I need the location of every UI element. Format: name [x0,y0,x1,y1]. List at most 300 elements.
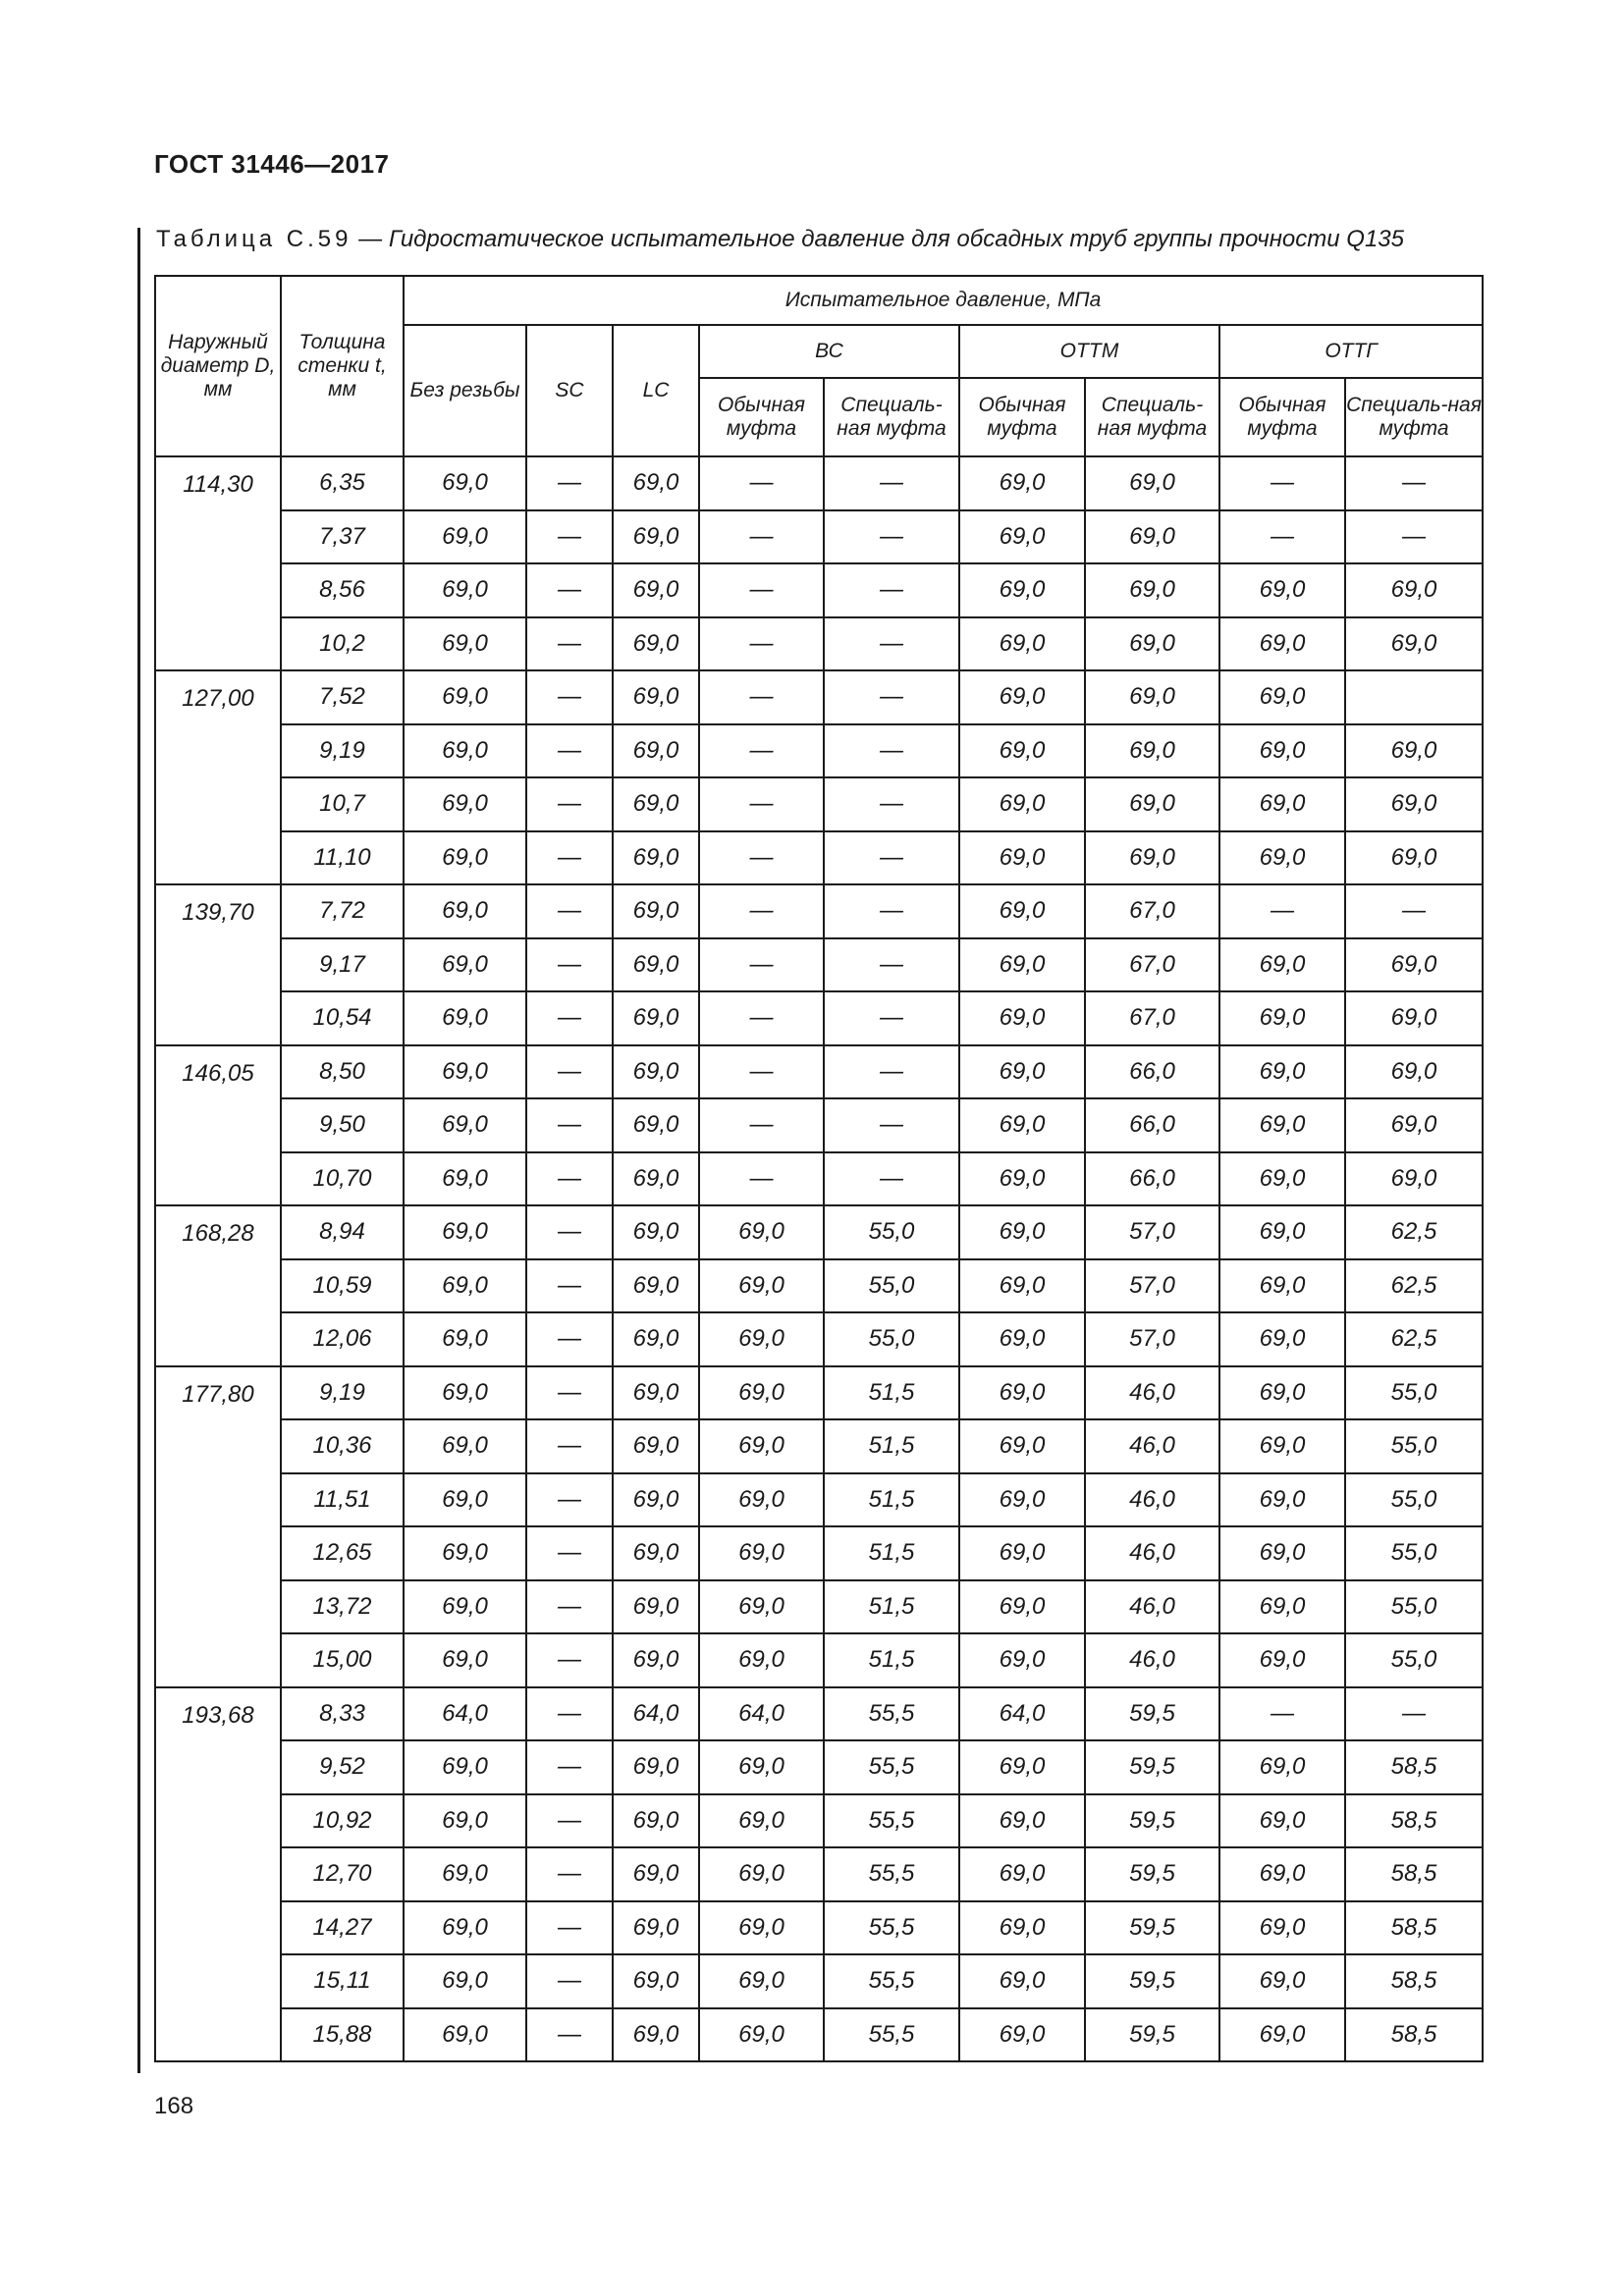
cell-ottg-regular: 69,0 [1219,617,1345,671]
cell-lc: 69,0 [613,1259,699,1313]
cell-lc: 69,0 [613,1633,699,1687]
cell-outer-diameter: 139,70 [155,884,281,1045]
cell-bc-regular: — [699,1152,824,1206]
cell-ottg-special: 58,5 [1345,1794,1483,1848]
cell-ottm-special: 59,5 [1085,1901,1219,1955]
cell-plain-end: 69,0 [404,617,526,671]
header-ottg: ОТТГ [1219,325,1483,378]
cell-ottg-special: 58,5 [1345,1901,1483,1955]
cell-bc-special: 51,5 [824,1633,959,1687]
cell-ottm-regular: 69,0 [959,670,1085,724]
cell-lc: 69,0 [613,1901,699,1955]
cell-bc-special: 55,5 [824,2008,959,2062]
cell-ottm-special: 69,0 [1085,563,1219,617]
cell-bc-special: — [824,1152,959,1206]
cell-ottg-special: 55,0 [1345,1366,1483,1420]
cell-ottm-regular: 69,0 [959,1473,1085,1527]
cell-plain-end: 69,0 [404,670,526,724]
table-row [155,1312,1483,1366]
table-row [155,1098,1483,1152]
cell-wall-thickness: 9,52 [281,1740,404,1794]
cell-sc: — [526,1473,613,1527]
table-row [155,777,1483,831]
cell-bc-regular: 69,0 [699,1901,824,1955]
cell-plain-end: 69,0 [404,1847,526,1901]
cell-sc: — [526,1098,613,1152]
header-ottg-special: Специаль-ная муфта [1345,378,1483,456]
cell-ottm-special: 69,0 [1085,617,1219,671]
cell-ottm-regular: 69,0 [959,1633,1085,1687]
cell-bc-special: 51,5 [824,1526,959,1580]
cell-plain-end: 69,0 [404,1794,526,1848]
cell-bc-special: 55,5 [824,1954,959,2008]
cell-lc: 69,0 [613,1152,699,1206]
table-row [155,1419,1483,1473]
cell-bc-regular: — [699,563,824,617]
cell-wall-thickness: 8,33 [281,1687,404,1741]
cell-ottg-regular: 69,0 [1219,1045,1345,1099]
cell-ottm-regular: 69,0 [959,1526,1085,1580]
cell-bc-special: — [824,617,959,671]
cell-wall-thickness: 10,7 [281,777,404,831]
cell-bc-special: — [824,456,959,510]
cell-ottg-special: 62,5 [1345,1259,1483,1313]
cell-sc: — [526,617,613,671]
cell-bc-special: 55,0 [824,1205,959,1259]
cell-ottm-special: 46,0 [1085,1633,1219,1687]
cell-ottg-regular: 69,0 [1219,938,1345,992]
cell-plain-end: 69,0 [404,1205,526,1259]
cell-ottm-special: 67,0 [1085,938,1219,992]
cell-outer-diameter: 193,68 [155,1687,281,2062]
cell-sc: — [526,1954,613,2008]
table-row [155,617,1483,671]
cell-ottm-regular: 69,0 [959,938,1085,992]
cell-lc: 69,0 [613,1366,699,1420]
cell-bc-regular: — [699,938,824,992]
cell-ottg-regular: 69,0 [1219,1847,1345,1901]
cell-ottg-special: — [1345,884,1483,938]
cell-sc: — [526,456,613,510]
cell-ottm-special: 57,0 [1085,1259,1219,1313]
cell-ottg-special: 58,5 [1345,2008,1483,2062]
cell-ottm-regular: 69,0 [959,1312,1085,1366]
cell-bc-regular: 69,0 [699,1794,824,1848]
cell-bc-special: 51,5 [824,1366,959,1420]
cell-plain-end: 69,0 [404,1740,526,1794]
cell-lc: 69,0 [613,1312,699,1366]
cell-lc: 69,0 [613,724,699,778]
cell-ottm-regular: 69,0 [959,1152,1085,1206]
table-row [155,510,1483,564]
cell-sc: — [526,1045,613,1099]
cell-wall-thickness: 12,06 [281,1312,404,1366]
cell-ottg-regular: — [1219,884,1345,938]
table-row [155,1687,1483,1741]
cell-ottg-regular: 69,0 [1219,1473,1345,1527]
cell-bc-regular: — [699,617,824,671]
cell-lc: 69,0 [613,2008,699,2062]
cell-ottg-regular: 69,0 [1219,563,1345,617]
cell-ottg-regular: 69,0 [1219,1205,1345,1259]
cell-wall-thickness: 10,70 [281,1152,404,1206]
cell-ottg-special: 69,0 [1345,617,1483,671]
header-test-pressure: Испытательное давление, МПа [404,276,1483,325]
table-row [155,991,1483,1045]
cell-wall-thickness: 11,10 [281,831,404,885]
table-caption [156,226,1404,253]
header-lc: LC [613,325,699,456]
cell-wall-thickness: 10,36 [281,1419,404,1473]
cell-plain-end: 69,0 [404,938,526,992]
cell-plain-end: 64,0 [404,1687,526,1741]
table-row [155,1045,1483,1099]
table-row [155,1794,1483,1848]
cell-plain-end: 69,0 [404,456,526,510]
cell-sc: — [526,831,613,885]
cell-wall-thickness: 9,19 [281,724,404,778]
cell-ottg-regular: 69,0 [1219,1259,1345,1313]
cell-lc: 69,0 [613,617,699,671]
cell-plain-end: 69,0 [404,1633,526,1687]
cell-ottg-special: 58,5 [1345,1954,1483,2008]
cell-ottg-regular: 69,0 [1219,724,1345,778]
cell-sc: — [526,1740,613,1794]
header-wall-thickness: Толщина стенки t, мм [281,276,404,456]
cell-ottm-special: 57,0 [1085,1312,1219,1366]
header-ottm-special: Специаль-ная муфта [1085,378,1219,456]
cell-ottm-special: 67,0 [1085,884,1219,938]
cell-ottm-special: 46,0 [1085,1419,1219,1473]
cell-ottm-regular: 69,0 [959,1847,1085,1901]
cell-lc: 69,0 [613,1794,699,1848]
table-row [155,724,1483,778]
table-row [155,1847,1483,1901]
cell-ottm-special: 59,5 [1085,1740,1219,1794]
cell-lc: 69,0 [613,1473,699,1527]
cell-ottm-regular: 69,0 [959,1419,1085,1473]
cell-bc-regular: — [699,724,824,778]
cell-ottm-special: 69,0 [1085,724,1219,778]
table-row [155,1633,1483,1687]
cell-plain-end: 69,0 [404,1419,526,1473]
table-row [155,1580,1483,1634]
cell-bc-regular: 69,0 [699,1954,824,2008]
cell-lc: 64,0 [613,1687,699,1741]
cell-ottg-special: 69,0 [1345,831,1483,885]
cell-lc: 69,0 [613,1740,699,1794]
cell-bc-regular: 69,0 [699,1473,824,1527]
cell-sc: — [526,938,613,992]
cell-lc: 69,0 [613,1847,699,1901]
table-row [155,1259,1483,1313]
cell-bc-special: 51,5 [824,1473,959,1527]
cell-ottg-regular: 69,0 [1219,1526,1345,1580]
cell-plain-end: 69,0 [404,991,526,1045]
cell-ottg-special: — [1345,510,1483,564]
cell-ottm-regular: 69,0 [959,510,1085,564]
table-header [155,276,1483,456]
table-row [155,1954,1483,2008]
cell-lc: 69,0 [613,1526,699,1580]
cell-ottg-regular: 69,0 [1219,1794,1345,1848]
cell-bc-special: 55,5 [824,1687,959,1741]
cell-lc: 69,0 [613,456,699,510]
caption-title: Гидростатическое испытательное давление для обсадных труб группы прочности Q135 [388,226,1404,252]
table-body [155,456,1483,2061]
header-sc: SC [526,325,613,456]
cell-ottm-regular: 69,0 [959,1259,1085,1313]
cell-ottg-special: 55,0 [1345,1633,1483,1687]
cell-ottg-special: 55,0 [1345,1580,1483,1634]
table-row [155,456,1483,510]
cell-sc: — [526,1580,613,1634]
cell-ottm-regular: 69,0 [959,1954,1085,2008]
cell-plain-end: 69,0 [404,884,526,938]
cell-bc-regular: 69,0 [699,1366,824,1420]
cell-lc: 69,0 [613,1045,699,1099]
cell-sc: — [526,1259,613,1313]
cell-bc-special: 55,5 [824,1740,959,1794]
caption-separator: — [352,226,389,252]
cell-wall-thickness: 10,59 [281,1259,404,1313]
cell-wall-thickness: 14,27 [281,1901,404,1955]
cell-plain-end: 69,0 [404,1954,526,2008]
cell-lc: 69,0 [613,1205,699,1259]
cell-wall-thickness: 15,00 [281,1633,404,1687]
cell-sc: — [526,1901,613,1955]
cell-plain-end: 69,0 [404,1098,526,1152]
header-ottm: ОТТМ [959,325,1219,378]
table-row [155,1152,1483,1206]
table-row [155,938,1483,992]
cell-ottm-regular: 69,0 [959,1098,1085,1152]
cell-ottm-special: 66,0 [1085,1045,1219,1099]
cell-lc: 69,0 [613,1954,699,2008]
cell-ottg-special: 58,5 [1345,1847,1483,1901]
table-row [155,1366,1483,1420]
cell-ottg-special: 62,5 [1345,1312,1483,1366]
cell-outer-diameter: 168,28 [155,1205,281,1366]
cell-sc: — [526,1419,613,1473]
table-row [155,1740,1483,1794]
cell-bc-regular: 64,0 [699,1687,824,1741]
cell-ottg-special: 69,0 [1345,991,1483,1045]
cell-lc: 69,0 [613,1419,699,1473]
cell-ottg-special: 69,0 [1345,563,1483,617]
cell-bc-regular: 69,0 [699,1847,824,1901]
cell-ottm-special: 69,0 [1085,670,1219,724]
cell-plain-end: 69,0 [404,1901,526,1955]
cell-wall-thickness: 12,65 [281,1526,404,1580]
cell-ottg-special: 55,0 [1345,1526,1483,1580]
page-number: 168 [154,2093,194,2119]
cell-bc-special: 55,5 [824,1847,959,1901]
cell-lc: 69,0 [613,991,699,1045]
cell-ottm-special: 59,5 [1085,1687,1219,1741]
cell-ottg-regular: — [1219,456,1345,510]
cell-bc-special: 51,5 [824,1419,959,1473]
margin-change-bar [137,228,140,2073]
header-ottm-regular: Обычная муфта [959,378,1085,456]
cell-bc-regular: — [699,456,824,510]
cell-ottm-special: 57,0 [1085,1205,1219,1259]
cell-lc: 69,0 [613,1098,699,1152]
cell-outer-diameter: 114,30 [155,456,281,670]
cell-bc-regular: — [699,884,824,938]
table-row [155,2008,1483,2062]
cell-wall-thickness: 10,54 [281,991,404,1045]
cell-ottg-special: 58,5 [1345,1740,1483,1794]
cell-ottg-regular: 69,0 [1219,1098,1345,1152]
cell-ottg-regular: 69,0 [1219,1954,1345,2008]
cell-ottm-special: 69,0 [1085,777,1219,831]
cell-bc-special: — [824,1098,959,1152]
cell-wall-thickness: 9,19 [281,1366,404,1420]
cell-bc-regular: — [699,1045,824,1099]
cell-sc: — [526,724,613,778]
cell-sc: — [526,1687,613,1741]
cell-plain-end: 69,0 [404,563,526,617]
cell-bc-regular: — [699,777,824,831]
cell-outer-diameter: 127,00 [155,670,281,884]
cell-bc-special: 55,0 [824,1259,959,1313]
cell-bc-special: — [824,884,959,938]
document-code: ГОСТ 31446—2017 [154,149,390,179]
cell-sc: — [526,2008,613,2062]
cell-ottg-special: — [1345,456,1483,510]
cell-ottg-special: 69,0 [1345,724,1483,778]
cell-sc: — [526,1366,613,1420]
cell-bc-regular: — [699,991,824,1045]
cell-ottg-regular: 69,0 [1219,2008,1345,2062]
cell-bc-special: — [824,724,959,778]
cell-wall-thickness: 8,50 [281,1045,404,1099]
cell-plain-end: 69,0 [404,1045,526,1099]
cell-ottg-regular: 69,0 [1219,831,1345,885]
cell-ottm-regular: 69,0 [959,991,1085,1045]
cell-wall-thickness: 11,51 [281,1473,404,1527]
cell-ottg-special: 55,0 [1345,1473,1483,1527]
cell-ottm-regular: 69,0 [959,1045,1085,1099]
cell-ottg-special: 55,0 [1345,1419,1483,1473]
cell-ottm-special: 69,0 [1085,831,1219,885]
cell-ottm-regular: 69,0 [959,563,1085,617]
table-row [155,1526,1483,1580]
cell-sc: — [526,1633,613,1687]
cell-ottm-special: 67,0 [1085,991,1219,1045]
cell-plain-end: 69,0 [404,1366,526,1420]
cell-ottg-special: 69,0 [1345,938,1483,992]
cell-outer-diameter: 146,05 [155,1045,281,1206]
cell-ottg-special: 69,0 [1345,1098,1483,1152]
cell-bc-regular: 69,0 [699,1633,824,1687]
cell-plain-end: 69,0 [404,1152,526,1206]
cell-plain-end: 69,0 [404,2008,526,2062]
cell-ottm-special: 46,0 [1085,1526,1219,1580]
cell-bc-regular: 69,0 [699,1419,824,1473]
cell-bc-special: 55,5 [824,1901,959,1955]
cell-lc: 69,0 [613,563,699,617]
cell-ottg-special: 69,0 [1345,777,1483,831]
cell-wall-thickness: 9,50 [281,1098,404,1152]
cell-ottm-regular: 69,0 [959,884,1085,938]
cell-bc-special: 55,5 [824,1794,959,1848]
cell-ottm-regular: 69,0 [959,724,1085,778]
cell-wall-thickness: 10,92 [281,1794,404,1848]
cell-sc: — [526,510,613,564]
cell-ottm-regular: 69,0 [959,456,1085,510]
cell-ottg-regular: — [1219,510,1345,564]
cell-ottm-special: 59,5 [1085,1847,1219,1901]
cell-bc-special: — [824,510,959,564]
cell-sc: — [526,1847,613,1901]
cell-plain-end: 69,0 [404,831,526,885]
cell-wall-thickness: 8,94 [281,1205,404,1259]
cell-ottg-regular: 69,0 [1219,1366,1345,1420]
cell-ottm-regular: 69,0 [959,1580,1085,1634]
cell-bc-special: — [824,1045,959,1099]
cell-bc-special: — [824,670,959,724]
cell-ottg-special: 62,5 [1345,1205,1483,1259]
header-outer-diameter: Наружный диаметр D, мм [155,276,281,456]
cell-ottm-special: 66,0 [1085,1098,1219,1152]
cell-ottm-special: 59,5 [1085,1954,1219,2008]
cell-bc-special: — [824,991,959,1045]
cell-ottm-special: 46,0 [1085,1366,1219,1420]
cell-ottg-special [1345,670,1483,724]
cell-wall-thickness: 12,70 [281,1847,404,1901]
cell-ottm-special: 69,0 [1085,456,1219,510]
cell-bc-regular: — [699,831,824,885]
cell-bc-regular: 69,0 [699,1259,824,1313]
cell-plain-end: 69,0 [404,1580,526,1634]
table-row [155,1473,1483,1527]
table-row [155,1901,1483,1955]
cell-bc-regular: 69,0 [699,1526,824,1580]
table-row [155,1205,1483,1259]
cell-ottm-regular: 69,0 [959,617,1085,671]
cell-sc: — [526,777,613,831]
cell-ottg-special: — [1345,1687,1483,1741]
cell-bc-regular: 69,0 [699,1312,824,1366]
cell-ottm-special: 46,0 [1085,1473,1219,1527]
cell-ottm-regular: 69,0 [959,831,1085,885]
cell-ottm-special: 66,0 [1085,1152,1219,1206]
cell-ottm-special: 46,0 [1085,1580,1219,1634]
cell-ottm-regular: 69,0 [959,1794,1085,1848]
table-row [155,884,1483,938]
cell-bc-special: 51,5 [824,1580,959,1634]
cell-sc: — [526,1526,613,1580]
cell-wall-thickness: 15,88 [281,2008,404,2062]
cell-ottg-regular: 69,0 [1219,1740,1345,1794]
cell-ottg-special: 69,0 [1345,1045,1483,1099]
cell-plain-end: 69,0 [404,1312,526,1366]
header-bc: ВС [699,325,959,378]
cell-wall-thickness: 7,72 [281,884,404,938]
cell-ottg-regular: 69,0 [1219,777,1345,831]
cell-wall-thickness: 9,17 [281,938,404,992]
cell-lc: 69,0 [613,670,699,724]
table-row [155,831,1483,885]
cell-lc: 69,0 [613,510,699,564]
cell-ottm-special: 59,5 [1085,1794,1219,1848]
cell-ottg-regular: 69,0 [1219,1152,1345,1206]
cell-wall-thickness: 8,56 [281,563,404,617]
cell-bc-special: — [824,563,959,617]
table-row [155,670,1483,724]
